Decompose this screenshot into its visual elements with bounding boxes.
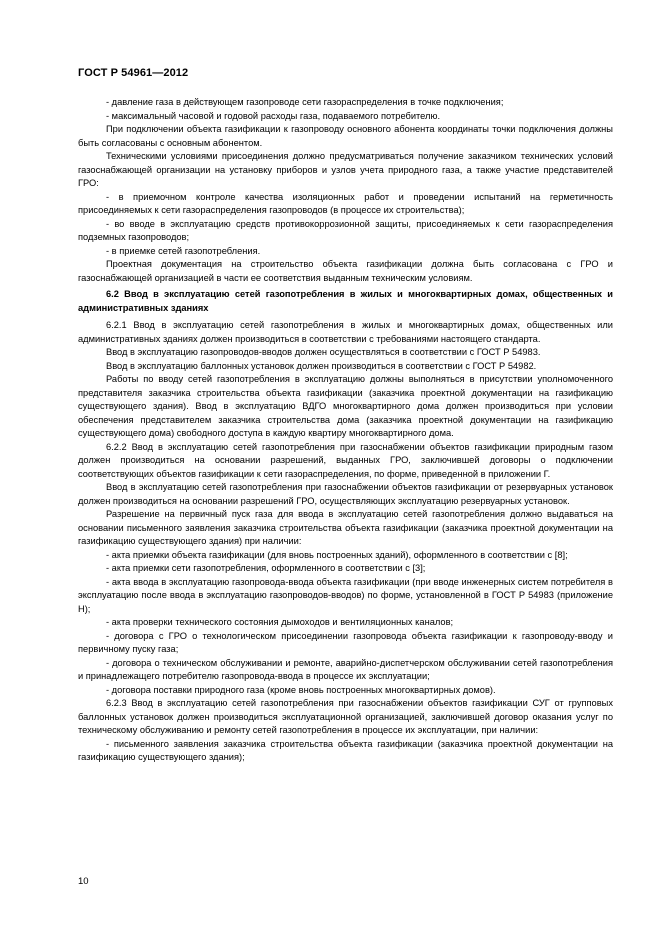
paragraph: Техническими условиями присоединения должно предусматриваться получение заказчиком технических условий газоснабжающей организации на установку приборов и узлов учета природного газа, а также участие представителей ГРО: [78,151,613,188]
page-number: 10 [78,876,89,887]
paragraph: - акта проверки технического состояния дымоходов и вентиляционных каналов; [106,617,454,627]
paragraph: - давление газа в действующем газопроводе сети газораспределения в точке подключения; [106,97,504,107]
paragraph: - договора с ГРО о технологическом присоединении газопровода объекта газификации к газопроводу-вводу и первичному пуску газа; [78,630,613,654]
paragraph: Проектная документация на строительство объекта газификации должна быть согласована с ГРО и газоснабжающей организацией в части ее соответствия выданным техническим условиям. [78,259,613,283]
paragraph: 6.2.3 Ввод в эксплуатацию сетей газопотребления при газоснабжении объектов газификации СУГ от групповых баллонных установок должен производиться эксплуатационной организацией, заключившей договор оказания услуг по техническому обслуживанию и ремонту сетей газопотребления в процессе их эксплуатации, при наличии: [78,698,613,735]
paragraph: - во вводе в эксплуатацию средств противокоррозионной защиты, присоединяемых к сети газораспределения подземных газопроводов; [78,218,613,242]
paragraph: Ввод в эксплуатацию сетей газопотребления при газоснабжении объектов газификации от резервуарных установок должен производиться на основании разрешений ГРО, осуществляющих эксплуатацию резервуарных установок. [78,482,613,506]
section-heading: 6.2 Ввод в эксплуатацию сетей газопотребления в жилых и многоквартирных домах, общественных и административных зданиях [78,289,613,313]
paragraph: - акта приемки сети газопотребления, оформленного в соответствии с [3]; [106,563,426,573]
document-header: ГОСТ Р 54961—2012 [78,67,189,79]
paragraph: 6.2.2 Ввод в эксплуатацию сетей газопотребления при газоснабжении объектов газификации природным газом должен производиться на основании разрешений, выданных ГРО, заключившей договоры о подключении соответствующих объектов газификации к сети газораспределения, по форме, приведенной в приложении Г. [78,441,613,479]
paragraph: - акта ввода в эксплуатацию газопровода-ввода объекта газификации (при вводе инженерных систем потребителя в эксплуатацию после ввода в эксплуатацию газопроводов-вводов) по форме, установленной в ГОСТ Р 54983 (приложение Н); [78,576,613,614]
paragraph: - акта приемки объекта газификации (для вновь построенных зданий), оформленного в соответствии с [8]; [106,549,568,560]
paragraph: Разрешение на первичный пуск газа для ввода в эксплуатацию сетей газопотребления должно выдаваться на основании письменного заявления заказчика строительства объекта газификации (заказчика проектной документации на газификацию существующего здания) при наличии: [78,509,613,546]
document-body [78,96,613,765]
paragraph: - договора поставки природного газа (кроме вновь построенных многоквартирных домов). [106,684,496,695]
paragraph: 6.2.1 Ввод в эксплуатацию сетей газопотребления в жилых и многоквартирных домах, общественных или административных зданиях должен производиться в соответствии с требованиями настоящего стандарта. [78,320,613,344]
paragraph: Ввод в эксплуатацию газопроводов-вводов должен осуществляться в соответствии с ГОСТ Р 54983. [106,347,541,357]
paragraph: - в приемке сетей газопотребления. [106,245,261,256]
paragraph: - максимальный часовой и годовой расходы газа, подаваемого потребителю. [106,110,441,121]
paragraph: Ввод в эксплуатацию баллонных установок должен производиться в соответствии с ГОСТ Р 54982. [106,360,537,371]
paragraph: Работы по вводу сетей газопотребления в эксплуатацию должны выполняться в присутствии уполномоченного представителя заказчика строительства объекта газификации (заказчика проектной документации на газификацию существующего здания). Ввод в эксплуатацию ВДГО многоквартирного дома должен производиться при условии обеспечения представителем заказчика строительства дома (заказчика проектной документации на газификацию существующего дома) свободного доступа в каждую квартиру многоквартирного дома. [78,374,613,438]
paragraph: - договора о техническом обслуживании и ремонте, аварийно-диспетчерском обслуживании сетей газопотребления и принадлежащего потребителю газопровода-ввода в процессе их эксплуатации; [78,657,613,681]
paragraph: При подключении объекта газификации к газопроводу основного абонента координаты точки подключения должны быть согласованы с основным абонентом. [78,124,613,148]
paragraph: - письменного заявления заказчика строительства объекта газификации (заказчика проектной документации на газификацию существующего здания); [78,738,613,762]
paragraph: - в приемочном контроле качества изоляционных работ и проведении испытаний на герметичность присоединяемых к сети газораспределения газопроводов (в процессе их строительства); [78,191,613,215]
